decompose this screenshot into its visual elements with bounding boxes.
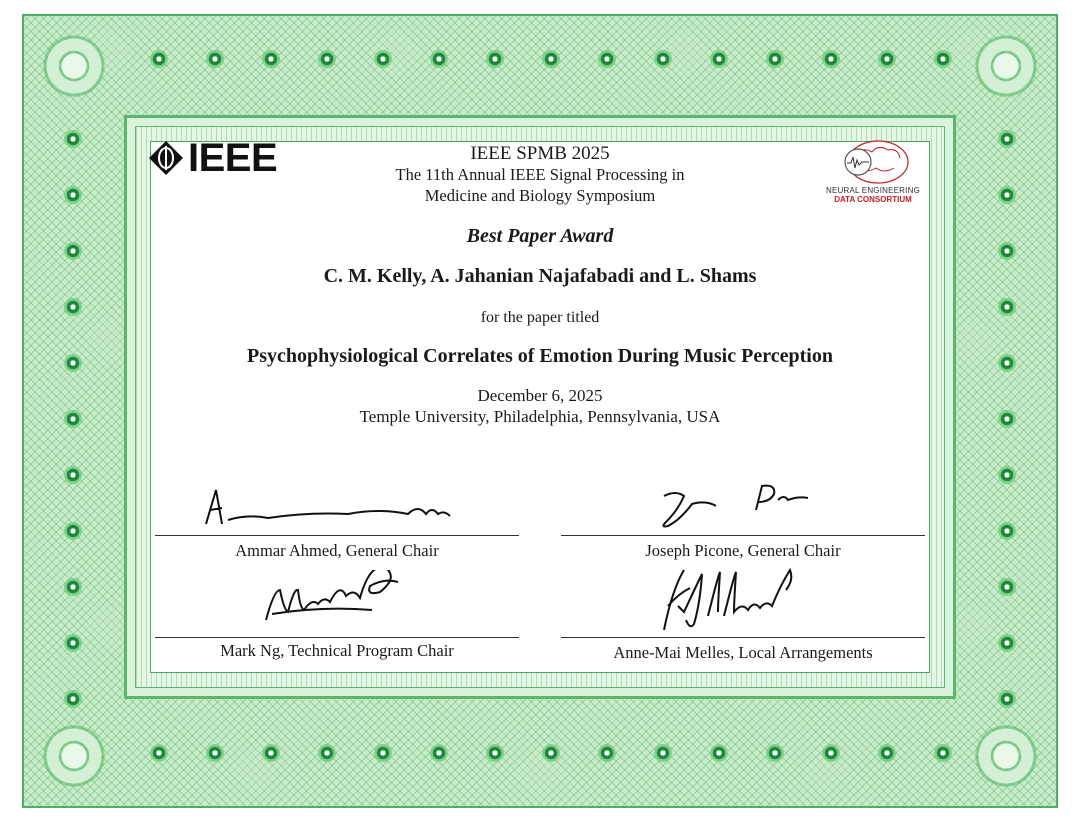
rosette-ornament — [262, 744, 280, 762]
signature-ammar-ahmed — [196, 484, 466, 530]
rosette-ornament — [430, 50, 448, 68]
rosette-ornament — [878, 50, 896, 68]
rosette-ornament — [150, 744, 168, 762]
rosette-ornament — [598, 744, 616, 762]
event-subtitle-line-2: Medicine and Biology Symposium — [424, 186, 656, 205]
rosette-ornament — [934, 744, 952, 762]
rosette-ornament — [430, 744, 448, 762]
rosette-ornament — [654, 50, 672, 68]
signature-line — [155, 535, 519, 536]
rosette-ornament — [878, 744, 896, 762]
event-subtitle-line-1: The 11th Annual IEEE Signal Processing in — [395, 165, 685, 184]
rosette-ornament — [598, 50, 616, 68]
rosette-ornament — [64, 578, 82, 596]
event-title: IEEE SPMB 2025 — [470, 143, 610, 164]
rosette-ornament — [206, 744, 224, 762]
rosette-ornament — [710, 744, 728, 762]
rosette-ornament — [542, 744, 560, 762]
rosette-ornament — [374, 744, 392, 762]
signature-caption-3: Mark Ng, Technical Program Chair — [220, 641, 454, 660]
rosette-ornament — [998, 634, 1016, 652]
rosette-ornament — [64, 466, 82, 484]
rosette-ornament — [998, 466, 1016, 484]
corner-ornament — [958, 18, 1054, 114]
rosette-ornament — [766, 50, 784, 68]
ieee-wordmark: IEEE — [188, 136, 278, 180]
signature-caption-2: Joseph Picone, General Chair — [645, 541, 841, 560]
corner-ornament — [26, 708, 122, 804]
rosette-ornament — [998, 522, 1016, 540]
rosette-ornament — [150, 50, 168, 68]
rosette-ornament — [486, 744, 504, 762]
signature-anne-mai-melles — [650, 566, 830, 636]
for-paper-text: for the paper titled — [480, 309, 600, 326]
rosette-ornament — [374, 50, 392, 68]
rosette-ornament — [64, 690, 82, 708]
signature-line — [561, 637, 925, 638]
rosette-ornament — [998, 578, 1016, 596]
authors: C. M. Kelly, A. Jahanian Najafabadi and L. Shams — [323, 265, 757, 287]
rosette-ornament — [934, 50, 952, 68]
signature-joseph-picone — [658, 480, 828, 530]
award-location: Temple University, Philadelphia, Pennsylvania, USA — [359, 407, 721, 426]
rosette-ornament — [822, 50, 840, 68]
rosette-ornament — [542, 50, 560, 68]
signature-line — [155, 637, 519, 638]
rosette-ornament — [262, 50, 280, 68]
paper-title: Psychophysiological Correlates of Emotion During Music Perception — [247, 345, 833, 367]
rosette-ornament — [710, 50, 728, 68]
rosette-ornament — [654, 744, 672, 762]
rosette-ornament — [822, 744, 840, 762]
rosette-ornament — [318, 50, 336, 68]
rosette-ornament — [64, 522, 82, 540]
nedc-line-2: DATA CONSORTIUM — [834, 195, 912, 204]
award-name: Best Paper Award — [466, 225, 614, 247]
signature-mark-ng — [260, 570, 410, 630]
rosette-ornament — [64, 634, 82, 652]
nedc-line-1: NEURAL ENGINEERING — [826, 186, 920, 195]
award-date: December 6, 2025 — [477, 386, 603, 405]
signature-caption-1: Ammar Ahmed, General Chair — [235, 541, 439, 560]
rosette-ornament — [318, 744, 336, 762]
corner-ornament — [958, 708, 1054, 804]
rosette-ornament — [206, 50, 224, 68]
rosette-ornament — [998, 690, 1016, 708]
rosette-ornament — [486, 50, 504, 68]
signature-caption-4: Anne-Mai Melles, Local Arrangements — [613, 643, 873, 662]
signature-line — [561, 535, 925, 536]
rosette-ornament — [766, 744, 784, 762]
corner-ornament — [26, 18, 122, 114]
